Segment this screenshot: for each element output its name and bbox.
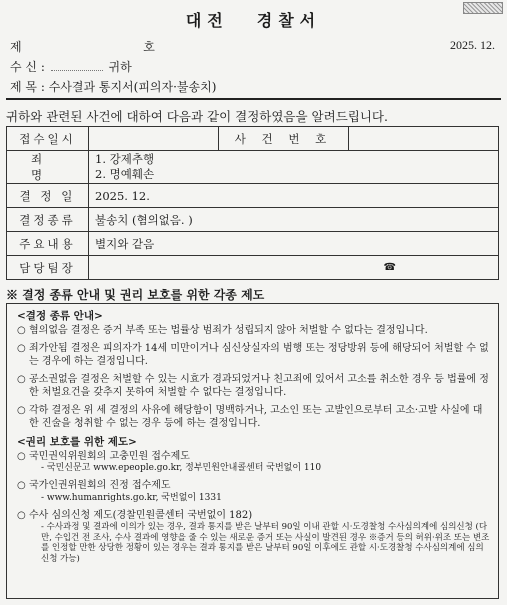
list-item — [15, 480, 490, 504]
circle-bullet-icon: ○ — [17, 480, 26, 491]
decision-item-text: 혐의없음 결정은 증거 부족 또는 법률상 범죄가 성립되지 않아 처벌할 수 없다는 결정입니다. — [29, 324, 428, 336]
decision-type-label: 결정종류 — [7, 208, 89, 232]
guide-box — [6, 303, 499, 599]
circle-bullet-icon: ○ — [17, 343, 26, 354]
charge-item: 2. 명예훼손 — [95, 167, 155, 181]
agency-title — [0, 8, 507, 31]
recipient-label: 수 신 : — [10, 60, 45, 74]
main-content-value: 별지와 같음 — [89, 232, 499, 256]
recipient-line — [10, 58, 132, 75]
list-item — [15, 451, 490, 475]
case-number-label: 사 건 번 호 — [219, 127, 349, 151]
list-item — [15, 374, 490, 399]
doc-number-suffix: 호 — [143, 40, 155, 54]
circle-bullet-icon: ○ — [17, 450, 26, 462]
rights-section-title: <권리 보호를 위한 제도> — [17, 436, 137, 448]
case-number-value — [349, 127, 499, 151]
table-row — [7, 208, 499, 232]
agency-name-part-1: 대전 — [185, 11, 229, 30]
charge-list — [89, 151, 499, 184]
subject-line — [10, 78, 216, 95]
charge-label: 죄 명 — [7, 151, 89, 184]
rights-item-title: 수사 심의신청 제도(경찰민원콜센터 국번없이 182) — [29, 509, 253, 521]
rights-item-detail: - www.humanrights.go.kr, 국번없이 1331 — [41, 492, 222, 503]
notice-title: ※ 결정 종류 안내 및 권리 보호를 위한 각종 제도 — [6, 288, 265, 302]
table-row — [7, 232, 499, 256]
decision-type-value: 불송치 (혐의없음. ) — [89, 208, 499, 232]
decision-date-label: 결 정 일 — [7, 184, 89, 208]
table-row — [7, 184, 499, 208]
agency-name-part-2: 경찰서 — [256, 11, 322, 30]
header-divider — [6, 98, 501, 100]
table-row — [7, 127, 499, 151]
list-item — [15, 405, 490, 430]
doc-date: 2025. 12. — [450, 38, 495, 52]
list-item — [15, 343, 490, 368]
rights-item-detail: - 국민신문고 www.epeople.go.kr, 정부민원안내콜센터 국번없이 110 — [41, 463, 322, 473]
recipient-blank — [51, 61, 103, 71]
rights-item-title: 국민권익위원회의 고충민원 접수제도 — [29, 450, 190, 462]
circle-bullet-icon: ○ — [17, 405, 26, 416]
list-item — [15, 510, 490, 565]
circle-bullet-icon: ○ — [17, 509, 26, 521]
doc-number-label: 제 — [10, 40, 22, 54]
main-content-label: 주요내용 — [7, 232, 89, 256]
list-item — [15, 325, 490, 338]
circle-bullet-icon: ○ — [17, 324, 26, 336]
recipient-suffix: 귀하 — [108, 60, 132, 74]
phone-icon: ☎ — [383, 262, 396, 273]
receipt-date-value — [89, 127, 219, 151]
decision-item-text: 공소권없음 결정은 처벌할 수 있는 시효가 경과되었거나 친고죄에 있어서 고소를 취소한 경우 등 법률에 정한 처벌요건을 갖추지 못하여 처벌할 수 없다는 결정입니다. — [29, 374, 489, 398]
table-row — [7, 151, 499, 184]
case-info-table — [6, 126, 499, 280]
officer-value — [89, 256, 499, 280]
charge-item: 1. 강제추행 — [95, 152, 155, 166]
intro-text: 귀하와 관련된 사건에 대하여 다음과 같이 결정하였음을 알려드립니다. — [6, 109, 388, 124]
officer-label: 담당팀장 — [7, 256, 89, 280]
doc-number-line — [10, 38, 155, 55]
decision-section-title: <결정 종류 안내> — [17, 310, 103, 322]
decision-item-text: 각하 결정은 위 세 결정의 사유에 해당함이 명백하거나, 고소인 또는 고발인으로부터 고소·고발 사실에 대한 진술을 청취할 수 없는 경우 등에 하는 결정입니다. — [29, 405, 483, 429]
decision-item-text: 죄가안됨 결정은 피의자가 14세 미만이거나 심신상실자의 범행 또는 정당방위 등에 해당되어 처벌할 수 없는 경우에 하는 결정입니다. — [29, 343, 489, 367]
subject-label: 제 목 : — [10, 80, 45, 94]
receipt-date-label: 접수일시 — [7, 127, 89, 151]
table-row — [7, 256, 499, 280]
rights-item-detail: - 수사과정 및 결과에 이의가 있는 경우, 결과 통지를 받은 날부터 90일 이내 관할 시·도경찰청 수사심의계에 심의신청 (다만, 수입건 전 조사, 수사 결과에 영향을 줄 수 있는 새로운 증거 또는 사실이 발견된 경우 ※증거 등의 허위·위조 또는 변조를 인정할 만한 상당한 정황이 있는 경우는 결과 통지를 받은 날부터 90일 이후에도 관할 시·도경찰청 수사심의계에 심의신청 가능) — [41, 522, 490, 564]
decision-date-value: 2025. 12. — [89, 184, 499, 208]
rights-item-title: 국가인권위원회의 진정 접수제도 — [29, 480, 171, 491]
subject-text: 수사결과 통지서(피의자·불송치) — [48, 80, 217, 94]
circle-bullet-icon: ○ — [17, 374, 26, 385]
doc-number-blank — [27, 41, 137, 51]
